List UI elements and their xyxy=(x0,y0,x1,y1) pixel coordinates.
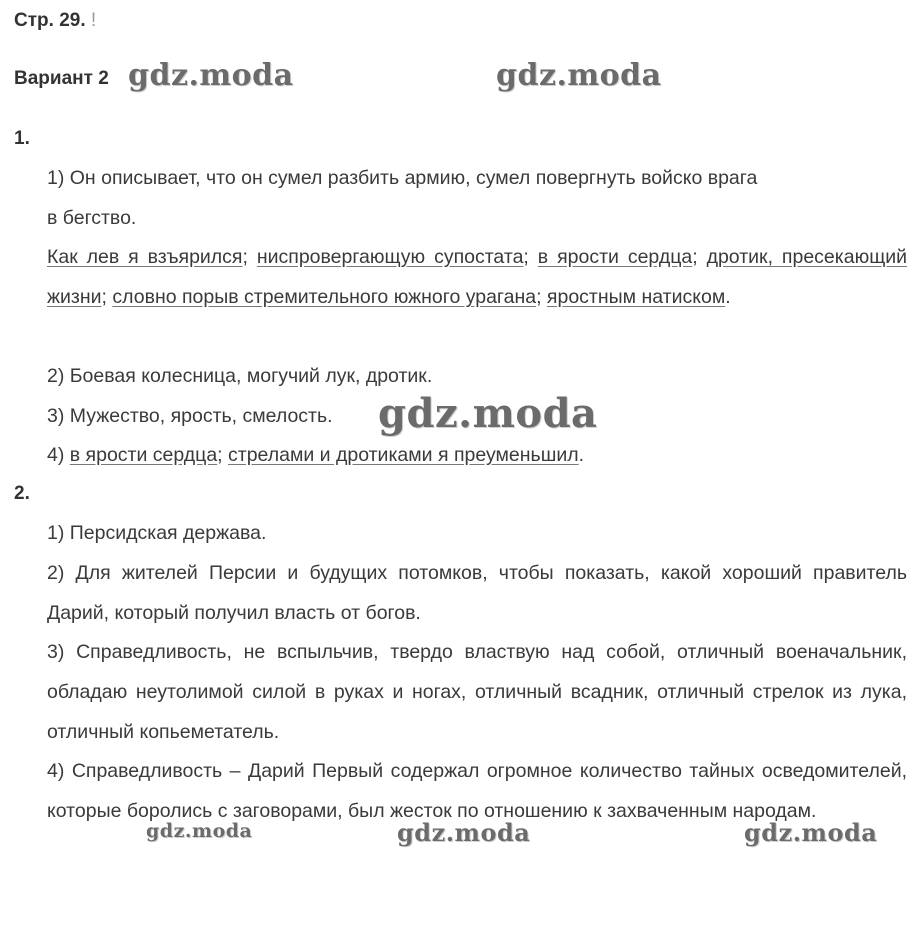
item-4-quote-a: в ярости сердца xyxy=(69,444,218,466)
quote-separator: ; xyxy=(101,286,107,308)
task-1-item-3: 3) Мужество, ярость, смелость. xyxy=(47,405,333,427)
quote-end: . xyxy=(725,286,731,308)
task-2-item-2: 2) Для жителей Персии и будущих потомков, чтобы показать, какой хороший правитель Дарий, который получил власть от богов. xyxy=(47,562,907,624)
task-1-item-1 xyxy=(47,158,907,238)
page-number: Стр. 29. xyxy=(14,10,86,31)
variant-heading: Вариант 2 xyxy=(14,68,109,89)
watermark: gdz.moda xyxy=(378,390,598,437)
watermark: gdz.moda xyxy=(744,818,878,847)
quote-5: словно порыв стремительного южного урагана xyxy=(112,286,537,308)
task-1-quotes xyxy=(47,237,907,317)
item-4-end: . xyxy=(578,444,585,466)
item-4-separator: ; xyxy=(217,444,223,466)
task-1-number: 1. xyxy=(14,128,30,149)
quote-separator: ; xyxy=(523,246,529,268)
task-2-item-1: 1) Персидская держава. xyxy=(47,522,267,544)
item-4-quote-b: стрелами и дротиками я преуменьшил xyxy=(228,444,579,466)
task-2-item-3: 3) Справедливость, не вспыльчив, твердо властвую над собой, отличный военачальник, обладаю неутолимой силой в руках и ногах, отличный всадник, отличный стрелок из лука, отличный копьеметатель. xyxy=(47,641,907,743)
watermark: gdz.moda xyxy=(496,58,662,93)
quote-3: в ярости сердца xyxy=(537,246,693,268)
task-2-item-4: 4) Справедливость – Дарий Первый содержал огромное количество тайных осведомителей, которые боролись с заговорами, был жесток по отношению к захваченным народам. xyxy=(47,760,907,822)
task-2-number: 2. xyxy=(14,483,30,504)
page-mark: ! xyxy=(90,10,97,31)
quote-6: яростным натиском xyxy=(546,286,726,308)
task-1-item-1-line-2: в бегство. xyxy=(47,207,137,229)
task-1-item-4 xyxy=(47,435,907,475)
quote-1: Как лев я взъярился xyxy=(47,246,243,268)
task-1-item-1-line-1: 1) Он описывает, что он сумел разбить армию, сумел повергнуть войско врага xyxy=(47,167,758,189)
quote-2: ниспровергающую супостата xyxy=(256,246,524,268)
quote-separator: ; xyxy=(536,286,542,308)
task-1-item-2: 2) Боевая колесница, могучий лук, дротик. xyxy=(47,365,433,387)
item-4-prefix: 4) xyxy=(47,444,65,466)
watermark: gdz.moda xyxy=(128,58,294,93)
quote-4: дротик, пресекающий жизни xyxy=(47,246,908,308)
page-title xyxy=(14,10,96,32)
watermark: gdz.moda xyxy=(397,818,531,847)
quote-separator: ; xyxy=(692,246,698,268)
watermark: gdz.moda xyxy=(146,820,253,842)
quote-separator: ; xyxy=(242,246,248,268)
